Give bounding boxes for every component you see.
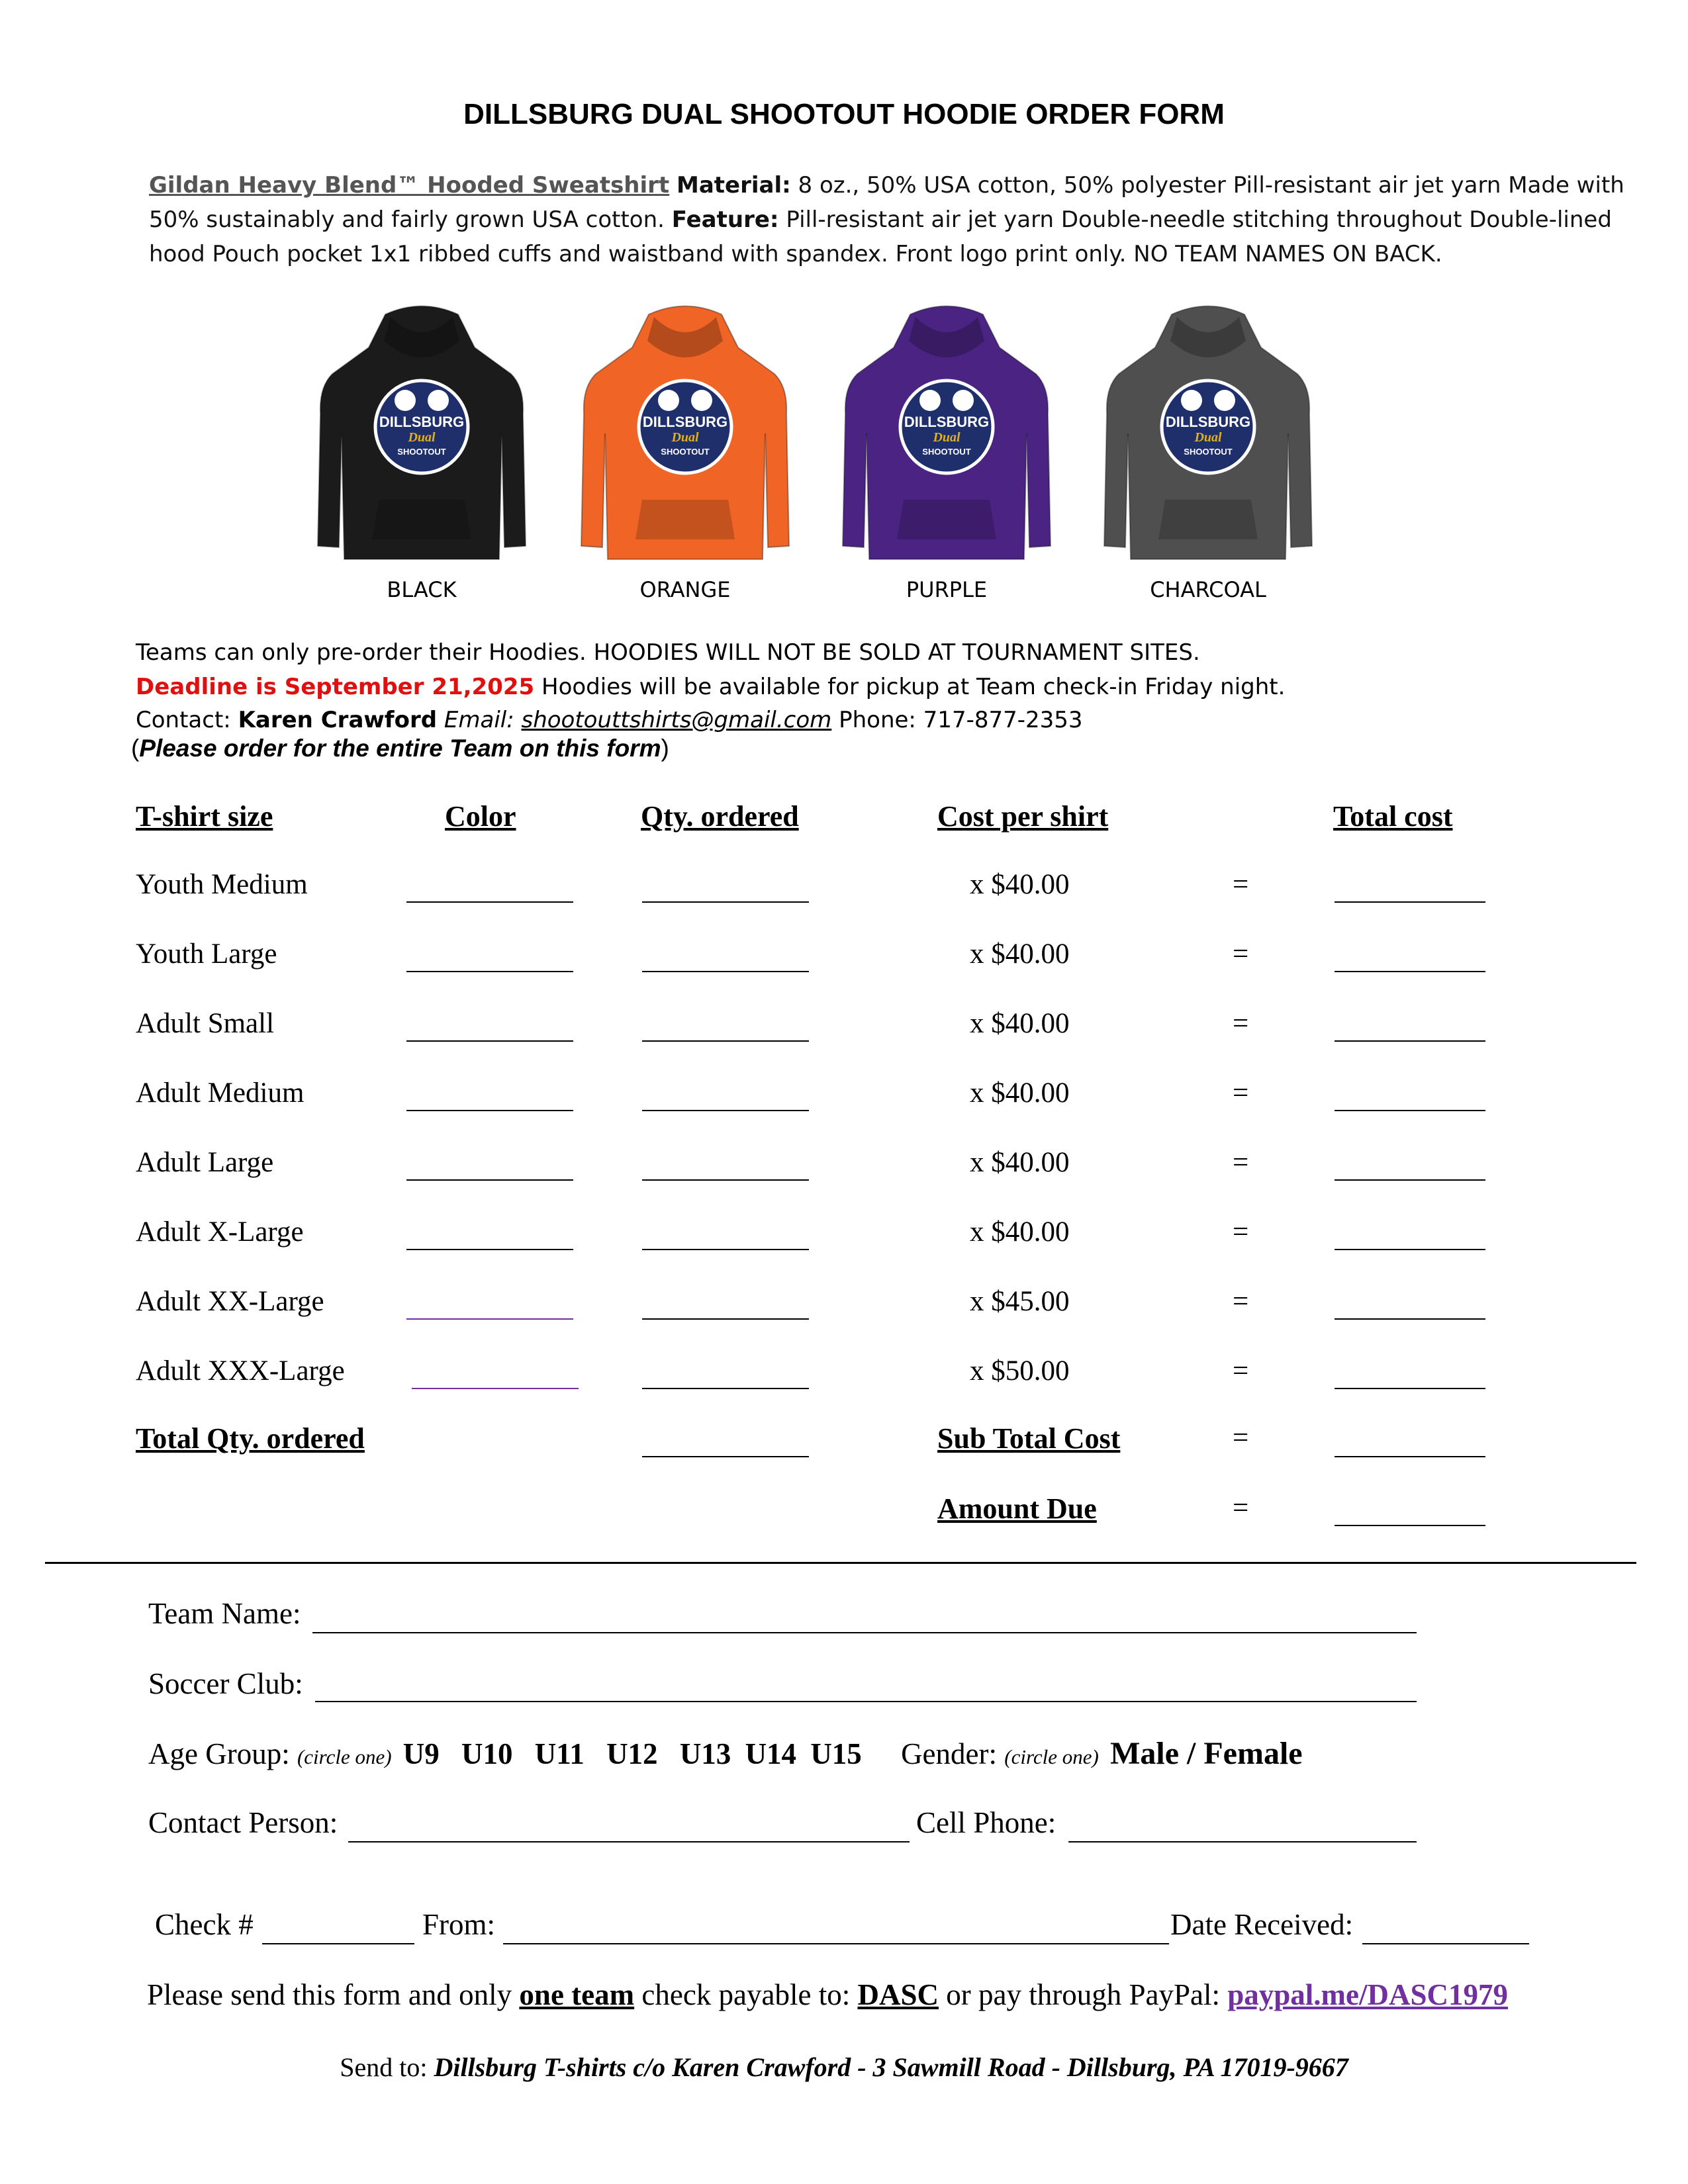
material-label: Material: (677, 172, 791, 199)
price-label: x $40.00 (970, 869, 1070, 900)
product-link[interactable]: Gildan Heavy Blend™ Hooded Sweatshirt (149, 172, 670, 199)
email-link[interactable]: shootouttshirts@gmail.com (521, 707, 832, 733)
color-field[interactable] (406, 971, 573, 972)
date-received-label: Date Received: (1170, 1908, 1354, 1941)
header-total: Total cost (1333, 800, 1453, 833)
color-field[interactable] (406, 1110, 573, 1111)
total-qty-field[interactable] (642, 1456, 809, 1457)
qty-field[interactable] (642, 1318, 809, 1320)
hoodie-label-orange: ORANGE (639, 577, 731, 602)
soccer-club-field[interactable] (315, 1701, 1417, 1702)
soccer-club-label: Soccer Club: (148, 1667, 303, 1700)
price-label: x $40.00 (970, 1147, 1070, 1178)
logo-line-2: Dual (408, 430, 436, 445)
equals-sign: = (1233, 1147, 1249, 1178)
contact-person-field[interactable] (348, 1841, 910, 1843)
gender-label: Gender: (901, 1737, 997, 1770)
hoodie-orange (576, 301, 794, 579)
subtotal-label: Sub Total Cost (937, 1422, 1121, 1455)
section-divider (45, 1562, 1636, 1564)
gender-options[interactable]: Male / Female (1110, 1736, 1303, 1771)
logo-line-3: SHOOTOUT (397, 447, 446, 457)
age-circle-hint: (circle one) (297, 1745, 392, 1768)
price-label: x $40.00 (970, 938, 1070, 970)
hoodie-image (837, 301, 1056, 579)
qty-field[interactable] (642, 971, 809, 972)
deadline: Deadline is September 21,2025 (136, 674, 535, 700)
feature-text: Pill-resistant air jet yarn Double-needle stitching throughout Double-lined hood Pouch pocket 1x1 ribbed cuffs and waistband with spandex. Front logo print only. NO TEAM NAMES ON BACK. (149, 206, 1612, 267)
deadline-rest: Hoodies will be available for pickup at Team check-in Friday night. (541, 674, 1286, 700)
deadline-line (136, 670, 1285, 704)
from-field[interactable] (503, 1943, 1169, 1944)
date-received-field[interactable] (1362, 1943, 1529, 1944)
contact-person-label: Contact Person: (148, 1806, 338, 1839)
size-label: Adult Small (136, 1008, 275, 1039)
qty-field[interactable] (642, 1110, 809, 1111)
phone: Phone: 717-877-2353 (839, 707, 1083, 733)
order-note: (Please order for the entire Team on this form) (131, 735, 669, 762)
order-note-text: Please order for the entire Team on this form (139, 735, 661, 762)
color-field[interactable] (406, 1318, 573, 1320)
color-field[interactable] (406, 1249, 573, 1250)
qty-field[interactable] (642, 1388, 809, 1389)
price-label: x $45.00 (970, 1286, 1070, 1317)
send-to-line (0, 2052, 1688, 2083)
logo-line-2: Dual (1194, 430, 1222, 445)
age-u14[interactable]: U14 (745, 1737, 797, 1770)
color-field[interactable] (406, 1040, 573, 1042)
age-u12[interactable]: U12 (606, 1737, 658, 1770)
contact-name: Karen Crawford (238, 707, 438, 733)
cell-phone-field[interactable] (1068, 1841, 1417, 1843)
logo-line-1: DILLSBURG (642, 414, 728, 430)
hoodie-image (576, 301, 794, 579)
hoodie-label-charcoal: CHARCOAL (1150, 577, 1266, 602)
header-size: T-shirt size (136, 800, 273, 833)
hoodie-charcoal (1099, 301, 1317, 579)
total-cost-field[interactable] (1335, 901, 1485, 903)
one-team: one team (519, 1978, 635, 2011)
page-title: DILLSBURG DUAL SHOOTOUT HOODIE ORDER FORM (463, 98, 1225, 130)
total-cost-field[interactable] (1335, 1040, 1485, 1042)
qty-field[interactable] (642, 1249, 809, 1250)
total-cost-field[interactable] (1335, 1249, 1485, 1250)
logo-line-1: DILLSBURG (904, 414, 990, 430)
subtotal-equals: = (1233, 1422, 1249, 1453)
payment-text-2: check payable to: (641, 1978, 851, 2011)
hoodie-label-black: BLACK (387, 577, 457, 602)
team-name-label: Team Name: (148, 1597, 301, 1630)
product-description (149, 168, 1625, 271)
size-label: Youth Medium (136, 869, 308, 900)
header-color: Color (445, 800, 516, 833)
send-to-address: Dillsburg T-shirts c/o Karen Crawford - 3 Sawmill Road - Dillsburg, PA 17019-9667 (434, 2052, 1348, 2082)
equals-sign: = (1233, 1286, 1249, 1317)
from-label: From: (422, 1908, 496, 1941)
size-label: Adult XXX-Large (136, 1355, 345, 1387)
total-cost-field[interactable] (1335, 1388, 1485, 1389)
equals-sign: = (1233, 869, 1249, 900)
email-label: Email: (444, 707, 514, 733)
cell-phone-label: Cell Phone: (916, 1806, 1056, 1839)
amount-due-label: Amount Due (937, 1492, 1097, 1525)
subtotal-field[interactable] (1335, 1456, 1485, 1457)
hoodie-image (312, 301, 531, 579)
size-label: Adult XX-Large (136, 1286, 324, 1317)
equals-sign: = (1233, 1077, 1249, 1109)
hoodie-image (1099, 301, 1317, 579)
logo-line-2: Dual (933, 430, 961, 445)
age-u13[interactable]: U13 (679, 1737, 731, 1770)
send-to-label: Send to: (340, 2052, 428, 2082)
payment-text-1: Please send this form and only (147, 1978, 512, 2011)
logo-line-1: DILLSBURG (1165, 414, 1251, 430)
amount-due-field[interactable] (1335, 1525, 1485, 1526)
equals-sign: = (1233, 1216, 1249, 1248)
size-label: Adult Large (136, 1147, 274, 1178)
feature-label: Feature: (671, 206, 779, 233)
hoodie-label-purple: PURPLE (906, 577, 988, 602)
amount-due-equals: = (1233, 1492, 1249, 1524)
paypal-link[interactable]: paypal.me/DASC1979 (1227, 1978, 1509, 2011)
total-cost-field[interactable] (1335, 1110, 1485, 1111)
age-u9[interactable]: U9 (402, 1737, 440, 1770)
price-label: x $40.00 (970, 1216, 1070, 1248)
check-field[interactable] (262, 1943, 414, 1944)
preorder-notice: Teams can only pre-order their Hoodies. HOODIES WILL NOT BE SOLD AT TOURNAMENT SITES. (136, 639, 1200, 666)
equals-sign: = (1233, 1355, 1249, 1387)
payee: DASC (857, 1978, 939, 2011)
contact-line (136, 703, 1083, 737)
color-field[interactable] (412, 1388, 579, 1389)
size-label: Adult X-Large (136, 1216, 304, 1248)
hoodie-black (312, 301, 531, 579)
hoodie-purple (837, 301, 1056, 579)
logo-line-1: DILLSBURG (379, 414, 465, 430)
price-label: x $40.00 (970, 1008, 1070, 1039)
total-cost-field[interactable] (1335, 1179, 1485, 1181)
logo-line-3: SHOOTOUT (922, 447, 971, 457)
equals-sign: = (1233, 938, 1249, 970)
qty-field[interactable] (642, 1179, 809, 1181)
header-cost: Cost per shirt (937, 800, 1109, 833)
age-u10[interactable]: U10 (461, 1737, 513, 1770)
logo-line-3: SHOOTOUT (661, 447, 710, 457)
total-qty-label: Total Qty. ordered (136, 1422, 365, 1455)
material-text: 8 oz., 50% USA cotton, 50% polyester Pill-resistant air jet yarn Made with 50% sustainably and fairly grown USA cotton. (149, 172, 1624, 233)
color-field[interactable] (406, 1179, 573, 1181)
size-label: Youth Large (136, 938, 277, 970)
logo-line-3: SHOOTOUT (1184, 447, 1233, 457)
price-label: x $50.00 (970, 1355, 1070, 1387)
age-gender-line (148, 1735, 1303, 1772)
price-label: x $40.00 (970, 1077, 1070, 1109)
logo-line-2: Dual (671, 430, 699, 445)
header-qty: Qty. ordered (641, 800, 799, 833)
payment-line (147, 1978, 1508, 2012)
color-field[interactable] (406, 901, 573, 903)
team-name-field[interactable] (312, 1632, 1417, 1633)
size-label: Adult Medium (136, 1077, 305, 1109)
qty-field[interactable] (642, 1040, 809, 1042)
total-cost-field[interactable] (1335, 971, 1485, 972)
total-cost-field[interactable] (1335, 1318, 1485, 1320)
contact-label: Contact: (136, 707, 231, 733)
check-label: Check # (155, 1908, 254, 1941)
qty-field[interactable] (642, 901, 809, 903)
payment-text-3: or pay through PayPal: (946, 1978, 1220, 2011)
age-u11[interactable]: U11 (534, 1737, 585, 1770)
age-group-label: Age Group: (148, 1737, 290, 1770)
equals-sign: = (1233, 1008, 1249, 1039)
age-u15[interactable]: U15 (810, 1737, 862, 1770)
gender-circle-hint: (circle one) (1004, 1745, 1099, 1768)
